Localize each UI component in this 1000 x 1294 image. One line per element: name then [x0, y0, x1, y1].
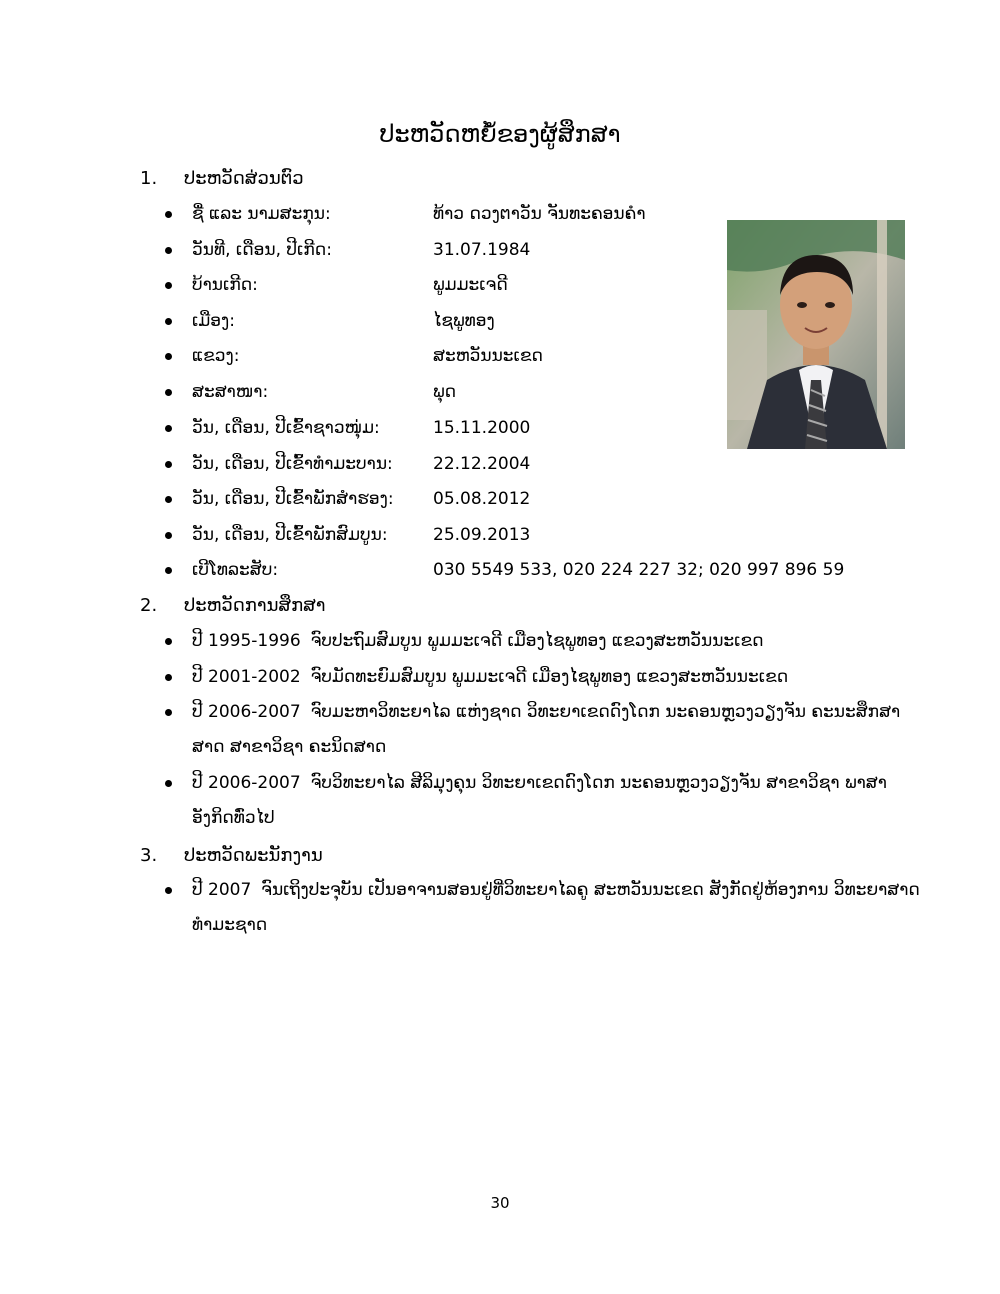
personal-value: ໄຊພູທອງ — [433, 311, 495, 331]
section-heading-work — [140, 845, 323, 866]
education-year: ປີ 1995-1996 — [192, 631, 301, 651]
page-number: 30 — [490, 1194, 510, 1212]
education-text: ຈົບວິທະຍາໄລ ສີລິມຸງຄຸນ ວິທະຍາເຂດດົງໂດກ ນະຄອນຫຼວງວຽງຈັນ ສາຂາວິຊາ ພາສາອັງກິດທົ່ວໄປ — [192, 773, 887, 828]
education-year: ປີ 2006-2007 — [192, 702, 301, 722]
bullet — [165, 211, 172, 218]
portrait-photo — [727, 220, 905, 449]
section-number: 3. — [140, 845, 158, 866]
personal-label: ວັນ, ເດືອນ, ປີເຂົ້າຊາວໜຸ່ມ: — [192, 418, 380, 438]
section-heading-text: ປະຫວັດພະນັກງານ — [184, 845, 323, 866]
section-heading-personal — [140, 168, 304, 189]
personal-value: 05.08.2012 — [433, 489, 531, 509]
education-text: ຈົບມະຫາວິທະຍາໄລ ແຫ່ງຊາດ ວິທະຍາເຂດດົງໂດກ ນະຄອນຫຼວງວຽງຈັນ ຄະນະສຶກສາສາດ ສາຂາວິຊາ ຄະນິດສາດ — [192, 702, 901, 757]
section-number: 2. — [140, 595, 158, 616]
personal-label: ວັນ, ເດືອນ, ປີເຂົ້າທຳມະບານ: — [192, 454, 393, 474]
personal-label: ວັນທີ, ເດືອນ, ປີເກີດ: — [192, 240, 332, 260]
bullet — [165, 780, 172, 787]
personal-label: ສະສາໜາ: — [192, 382, 269, 402]
bullet — [165, 496, 172, 503]
bullet — [165, 318, 172, 325]
personal-label: ຊື່ ແລະ ນາມສະກຸນ: — [192, 204, 331, 224]
section-number: 1. — [140, 168, 158, 189]
personal-value: 25.09.2013 — [433, 525, 531, 545]
personal-label: ເມືອງ: — [192, 311, 235, 331]
bullet — [165, 461, 172, 468]
bullet — [165, 709, 172, 716]
personal-label: ເບີໂທລະສັບ: — [192, 560, 279, 580]
work-year: ປີ 2007 — [192, 880, 252, 900]
education-year: ປີ 2006-2007 — [192, 773, 301, 793]
education-text: ຈົບມັດທະຍົມສົມບູນ ພູມມະເຈດີ ເມືອງໄຊພູທອງ ແຂວງສະຫວັນນະເຂດ — [310, 667, 789, 687]
bullet — [165, 638, 172, 645]
personal-label: ແຂວງ: — [192, 346, 240, 366]
personal-value: ທ້າວ ດວງຕາວັນ ຈັນທະຄອນຄຳ — [433, 204, 646, 224]
education-text: ຈົບປະຖົມສົມບູນ ພູມມະເຈດີ ເມືອງໄຊພູທອງ ແຂວງສະຫວັນນະເຂດ — [310, 631, 764, 651]
education-year: ປີ 2001-2002 — [192, 667, 301, 687]
personal-value: 15.11.2000 — [433, 418, 531, 438]
section-heading-text: ປະຫວັດການສຶກສາ — [184, 595, 326, 616]
bullet — [165, 532, 172, 539]
personal-value: ສະຫວັນນະເຂດ — [433, 346, 543, 366]
personal-value: ພູມມະເຈດີ — [433, 275, 508, 295]
bullet — [165, 247, 172, 254]
bullet — [165, 389, 172, 396]
personal-value: 22.12.2004 — [433, 454, 531, 474]
bullet — [165, 567, 172, 574]
section-heading-education — [140, 595, 326, 616]
section-heading-text: ປະຫວັດສ່ວນຕົວ — [184, 168, 304, 189]
bullet — [165, 425, 172, 432]
bullet — [165, 282, 172, 289]
work-text: ຈົນເຖິງປະຈຸບັນ ເປັນອາຈານສອນຢູ່ທີ່ວິທະຍາໄລຄູ ສະຫວັນນະເຂດ ສັງກັດຢູ່ຫ້ອງການ ວິທະຍາສາດ ທຳມະຊາດ — [192, 880, 920, 935]
bullet — [165, 353, 172, 360]
personal-label: ບ້ານເກີດ: — [192, 275, 258, 295]
personal-value: 31.07.1984 — [433, 240, 531, 260]
personal-value: ພຸດ — [433, 382, 457, 402]
document-title: ປະຫວັດຫຍໍ້ຂອງຜູ້ສຶກສາ — [379, 120, 621, 148]
personal-label: ວັນ, ເດືອນ, ປີເຂົ້າພັກສົມບູນ: — [192, 525, 388, 545]
personal-label: ວັນ, ເດືອນ, ປີເຂົ້າພັກສຳຮອງ: — [192, 489, 394, 509]
bullet — [165, 887, 172, 894]
personal-value: 030 5549 533, 020 224 227 32; 020 997 896 59 — [433, 560, 845, 580]
bullet — [165, 674, 172, 681]
